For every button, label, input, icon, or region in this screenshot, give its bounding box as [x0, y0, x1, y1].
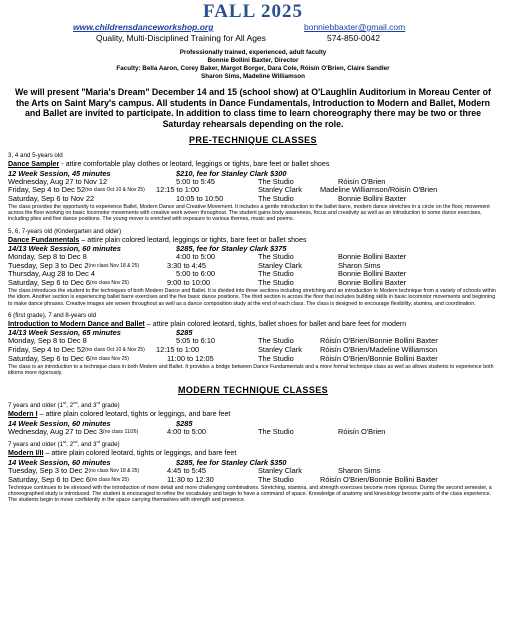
schedule-time: 12:15 to 1:00	[156, 185, 200, 195]
schedule-teacher: Róisín O'Brien/Madeline Williamson	[320, 345, 438, 355]
schedule-note: (no class 11/26)	[103, 428, 139, 435]
class-name-line	[8, 410, 498, 419]
faculty-line-1: Faculty: Bella Aaron, Corey Baker, Margot Borger, Dara Cole, Róisín O'Brien, Claire Sandler	[116, 65, 390, 72]
schedule-row	[8, 195, 498, 204]
schedule-row	[8, 279, 498, 288]
class-description: The class introduces the student to the techniques of both Modern Dance and Ballet. It is divided into three sections including stretching and an introduction to Modern technique from a variety of schools within the idiom. Another section is experiencing ballet barre exercises and the five basic dance positions. The third section is across the floor that includes building skills in basic locomotor movements and beginning to make dance phrases. Creative images are woven throughout as well as a dance composition study at the end of each class. The class is designed to encourage flexibility, stamina, and coordination.	[8, 288, 496, 307]
schedule-day: Friday, Sep 4 to Dec 52 (no class Oct 10 & Nov 25)	[8, 345, 145, 355]
schedule-note: (no class Nov 18 & 25)	[88, 262, 140, 269]
session-price: $285, fee for Stanley Clark $375	[176, 244, 287, 254]
class-attire: – attire plain colored leotard, tights or leggings, and bare feet	[43, 449, 237, 458]
ordinal-suffix: rd	[96, 400, 101, 406]
schedule-time: 12:15 to 1:00	[156, 345, 200, 355]
schedule-teacher: Sharon Sims	[338, 465, 381, 475]
schedule-time: 11:00 to 12:05	[167, 353, 214, 363]
schedule-day: Tuesday, Sep 3 to Dec 2 (no class Nov 18 & 25)	[8, 260, 140, 270]
schedule-place: The Studio	[258, 353, 294, 363]
session-price: $285	[176, 418, 193, 428]
class-attire: – attire plain colored leotard, leggings or tights, bare feet or ballet shoes	[79, 235, 307, 244]
schedule-teacher: Róisín O'Brien/Bonnie Bollini Baxter	[320, 336, 438, 346]
schedule-day: Saturday, Sep 6 to Dec 6 (no class Nov 25)	[8, 474, 129, 484]
class-description: Technique continues to be stressed with the introduction of more detail and more challenging combinations. Stretching, stamina, and strength exercises become more rigorous. During the second semester, a choreographed study is introduced. The student is encouraged to refine the vocabulary and begin to have a command of space. Knowledge of anatomy and kinesiology become parts of the class experience. The students begin to move confidently in the space carrying themselves with strength and presence.	[8, 484, 492, 504]
class-name: Modern I/II	[8, 449, 44, 458]
schedule-row	[8, 476, 498, 485]
class-block	[8, 312, 498, 376]
schedule-day: Wednesday, Aug 27 to Dec 3 (no class 11/26)	[8, 426, 139, 436]
ordinal-suffix: nd	[73, 439, 78, 445]
schedule-teacher: Bonnie Bollini Baxter	[338, 269, 407, 279]
page-title: FALL 2025	[203, 1, 303, 22]
schedule-teacher: Bonnie Bollini Baxter	[338, 193, 407, 203]
schedule-row	[8, 428, 498, 437]
schedule-teacher: Bonnie Bollini Baxter	[338, 277, 407, 287]
faculty-line-2: Sharon Sims, Madeline Williamson	[201, 73, 305, 80]
class-attire: – attire plain colored leotard, tights or leggings, and bare feet	[37, 410, 231, 419]
schedule-time: 11:30 to 12:30	[167, 474, 214, 484]
schedule-teacher: Róisín O'Brien/Bonnie Bollini Baxter	[320, 353, 438, 363]
class-attire: – attire plain colored leotard, tights, ballet shoes for ballet and bare feet for modern	[144, 319, 407, 328]
session-length: 12 Week Session, 45 minutes	[8, 168, 111, 178]
ordinal-suffix: st	[63, 439, 67, 445]
class-name-line	[8, 236, 498, 245]
class-block	[8, 441, 498, 503]
schedule-teacher: Madeline Williamson/Róisín O'Brien	[320, 185, 438, 195]
flyer-page	[8, 0, 498, 503]
class-name-line	[8, 449, 498, 458]
schedule-place: The Studio	[258, 474, 294, 484]
class-description: The class is an introduction to a technique class in both Modern and Ballet. It provides a bridge between Dance Fundamentals and a more formal technique class as well as allows students to experience both idioms more rigorously.	[8, 363, 494, 377]
schedule-day: Wednesday, Aug 27 to Nov 12	[8, 176, 108, 186]
section-heading-pre-technique: PRE-TECHNIQUE CLASSES	[189, 135, 317, 145]
session-length: 14 Week Session, 60 minutes	[8, 418, 111, 428]
schedule-time: 4:00 to 5:00	[176, 252, 216, 262]
schedule-note: (no class Nov 25)	[90, 279, 129, 286]
schedule-place: The Studio	[258, 336, 294, 346]
website-link[interactable]: www.childrensdanceworkshop.org	[73, 22, 214, 32]
schedule-teacher: Róisín O'Brien/Bonnie Bollini Baxter	[320, 474, 438, 484]
ordinal-suffix: rd	[96, 439, 101, 445]
schedule-day: Saturday, Sep 6 to Dec 6 (no class Nov 25)	[8, 353, 129, 363]
schedule-day: Saturday, Sep 6 to Dec 6 (no class Nov 25)	[8, 277, 129, 287]
pre-technique-list	[8, 152, 498, 376]
schedule-note: (no class Nov 18 & 25)	[88, 467, 140, 474]
schedule-place: Stanley Clark	[258, 185, 302, 195]
schedule-time: 4:45 to 5:45	[167, 465, 207, 475]
class-name: Dance Fundamentals	[8, 235, 80, 244]
schedule-day: Monday, Sep 8 to Dec 8	[8, 252, 87, 262]
schedule-time: 4:00 to 5:00	[167, 426, 207, 436]
schedule-teacher: Róisín O'Brien	[338, 426, 386, 436]
class-block	[8, 402, 498, 436]
schedule-day: Friday, Sep 4 to Dec 52 (no class Oct 10 & Nov 25)	[8, 185, 145, 195]
contact-line-1	[8, 22, 498, 33]
session-price: $210, fee for Stanley Clark $300	[176, 168, 287, 178]
schedule-note: (no class Nov 25)	[90, 355, 129, 362]
schedule-teacher: Bonnie Bollini Baxter	[338, 252, 407, 262]
session-length: 14/13 Week Session, 60 minutes	[8, 244, 121, 254]
schedule-place: The Studio	[258, 426, 294, 436]
schedule-place: The Studio	[258, 277, 294, 287]
schedule-place: The Studio	[258, 176, 294, 186]
show-announcement: We will present "Maria's Dream" December 14 and 15 (school show) at O'Laughlin Auditorium in Moreau Center of the Arts on Saint Mary's campus. All students in Dance Fundamentals, Introduction to Modern and Ballet, Modern and Ballet are invited to participate. In addition to class time to learn choreography there may be two or three Saturday rehearsals depending on the role.	[15, 87, 491, 129]
schedule-day: Tuesday, Sep 3 to Dec 2 (no class Nov 18 & 25)	[8, 465, 140, 475]
class-age: 7 years and older (1st, 2nd, and 3rd grade)	[8, 439, 120, 449]
class-name: Dance Sampler	[8, 160, 60, 168]
session-length: 14/13 Week Session, 65 minutes	[8, 328, 121, 338]
schedule-time: 9:00 to 10:00	[167, 277, 211, 287]
contact-line-2	[8, 33, 498, 44]
class-age: 3, 4 and 5-years old	[8, 152, 63, 159]
staff-line: Professionally trained, experienced, adult faculty	[179, 49, 327, 56]
section-heading-modern-technique: MODERN TECHNIQUE CLASSES	[177, 385, 329, 396]
phone-number: 574-850-0042	[327, 33, 380, 43]
schedule-place: Stanley Clark	[258, 260, 302, 270]
schedule-note: (no class Oct 10 & Nov 25)	[85, 187, 145, 194]
email-link[interactable]: bonniebbaxter@gmail.com	[304, 22, 406, 32]
session-length: 14 Week Session, 60 minutes	[8, 457, 111, 467]
schedule-day: Thursday, Aug 28 to Dec 4	[8, 269, 95, 279]
schedule-day: Monday, Sep 8 to Dec 8	[8, 336, 87, 346]
session-price: $285	[176, 328, 193, 338]
ordinal-suffix: st	[63, 400, 67, 406]
class-description: The class provides the opportunity to experience Ballet, Modern Dance and Creative Movement. It includes a gentle introduction to the ballet barre, modern dance stretches in a circle on the floor, movement across the floor working on basic locomotor movements with creative work woven throughout. The student gains body awareness, focus and creativity as well as an introduction to some dance exercises, including plies and five dance positions. The young mover is enriched with exposure to various themes, music and poems.	[8, 203, 490, 223]
schedule-place: The Studio	[258, 193, 294, 203]
class-block	[8, 228, 498, 307]
schedule-time: 3:30 to 4:45	[167, 260, 207, 270]
class-name: Introduction to Modern Dance and Ballet	[8, 319, 145, 328]
schedule-row	[8, 355, 498, 364]
schedule-place: The Studio	[258, 252, 294, 262]
class-age: 7 years and older (1st, 2nd, and 3rd grade)	[8, 400, 120, 410]
schedule-time: 5:00 to 5:45	[176, 176, 216, 186]
schedule-teacher: Sharon Sims	[338, 260, 381, 270]
tagline: Quality, Multi-Disciplined Training for All Ages	[96, 33, 266, 43]
class-name: Modern I	[8, 410, 38, 419]
schedule-teacher: Róisín O'Brien	[338, 176, 386, 186]
session-price: $285, fee for Stanley Clark $350	[176, 457, 287, 467]
schedule-place: The Studio	[258, 269, 294, 279]
schedule-note: (no class Oct 10 & Nov 25)	[85, 347, 145, 354]
schedule-day: Saturday, Sep 6 to Nov 22	[8, 193, 95, 203]
class-age: 5, 6, 7-years old (Kindergarten and older)	[8, 227, 122, 235]
schedule-time: 10:05 to 10:50	[176, 193, 224, 203]
director-line: Bonnie Bollini Baxter, Director	[207, 57, 299, 64]
schedule-time: 5:05 to 6:10	[176, 336, 216, 346]
class-name-line	[8, 320, 498, 329]
schedule-place: Stanley Clark	[258, 465, 302, 475]
ordinal-suffix: nd	[73, 400, 78, 406]
schedule-note: (no class Nov 25)	[90, 476, 129, 483]
class-name-line	[8, 160, 498, 169]
class-attire: - attire comfortable play clothes or leotard, leggings or tights, bare feet or ballet shoes	[59, 160, 330, 168]
class-block	[8, 152, 498, 223]
schedule-place: Stanley Clark	[258, 345, 302, 355]
modern-technique-list	[8, 402, 498, 503]
class-age: 6 (first grade), 7 and 8-years old	[8, 311, 97, 319]
schedule-time: 5:00 to 6:00	[176, 269, 216, 279]
